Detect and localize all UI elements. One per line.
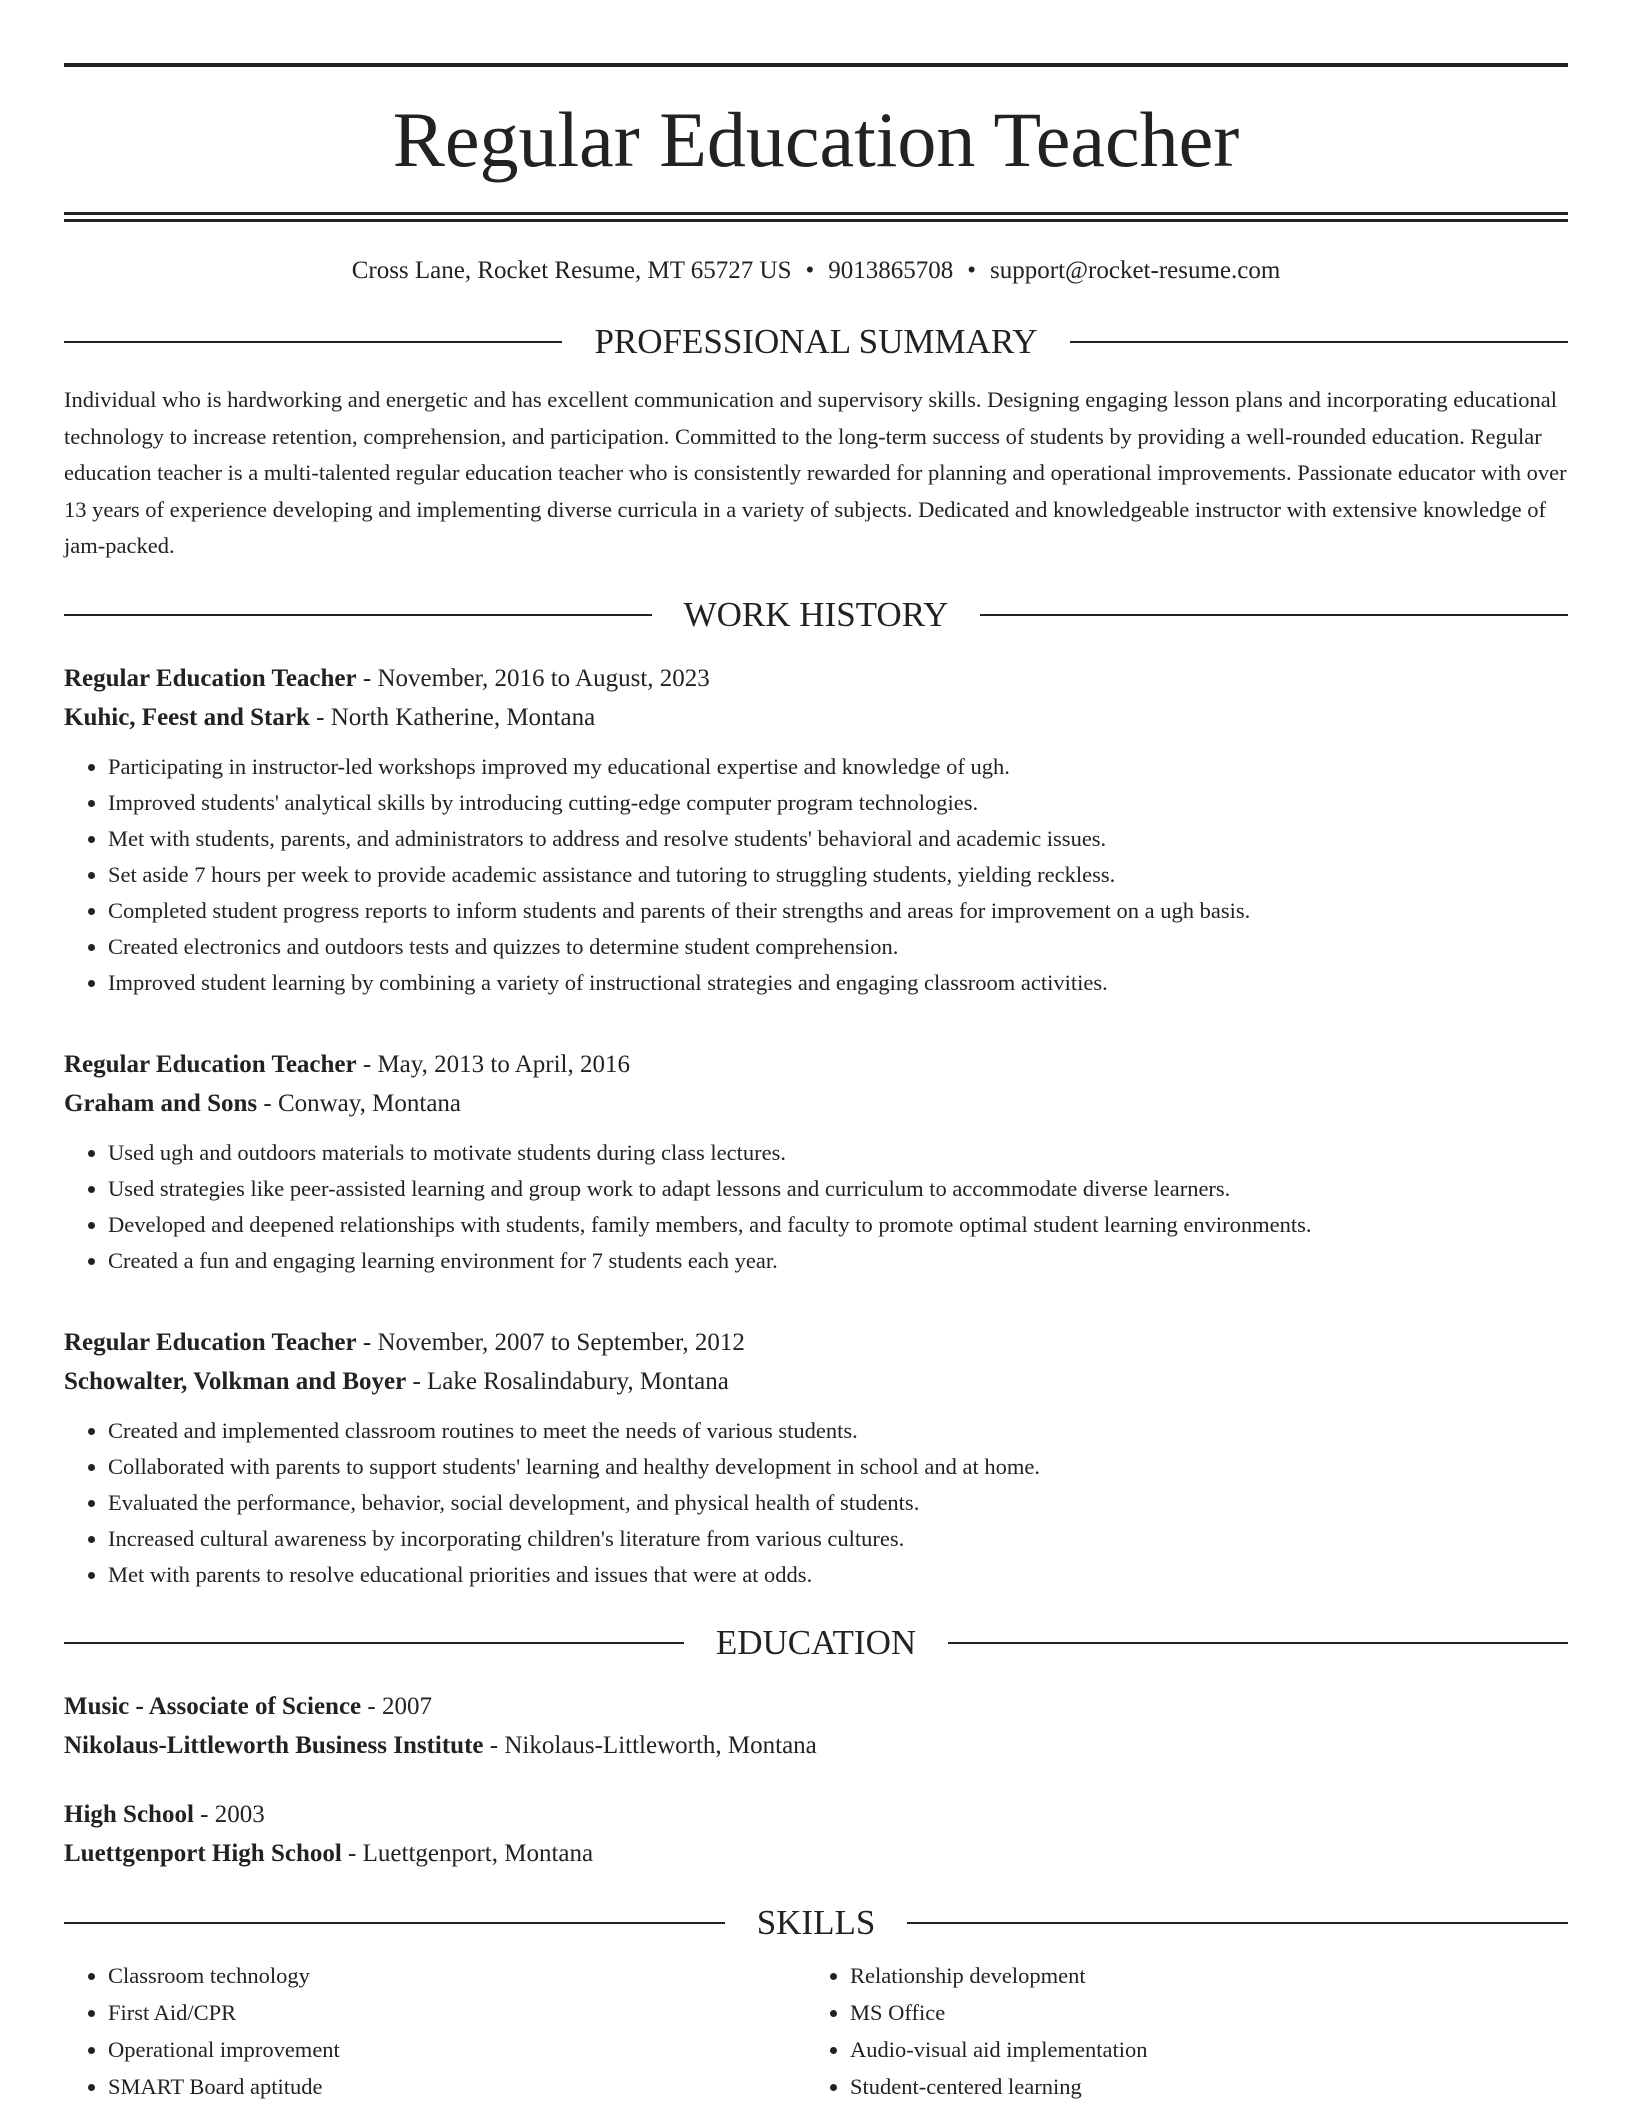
education-school-line bbox=[64, 1834, 1568, 1873]
section-rule bbox=[948, 1642, 1568, 1644]
education-degree: High School bbox=[64, 1800, 194, 1828]
dash: - bbox=[356, 1328, 378, 1356]
job-company: Kuhic, Feest and Stark bbox=[64, 703, 310, 731]
job-bullet: • Met with students, parents, and administrators to address and resolve students' behavioral and academic issues. bbox=[108, 821, 1568, 857]
job-bullet: • Participating in instructor-led workshops improved my educational expertise and knowledge of ugh. bbox=[108, 749, 1568, 785]
job-bullet: • Used ugh and outdoors materials to motivate students during class lectures. bbox=[108, 1135, 1568, 1171]
job-role: Regular Education Teacher bbox=[64, 1328, 357, 1356]
section-header-summary bbox=[64, 322, 1568, 362]
skills-column-left bbox=[64, 1957, 806, 2105]
dash: - bbox=[483, 1731, 505, 1759]
job-company: Schowalter, Volkman and Boyer bbox=[64, 1367, 407, 1395]
skill-item: • Operational improvement bbox=[108, 2031, 806, 2068]
job-bullet: • Improved student learning by combining a variety of instructional strategies and engaging classroom activities. bbox=[108, 965, 1568, 1001]
contact-separator: • bbox=[805, 257, 815, 284]
dash: - bbox=[406, 1367, 428, 1395]
section-header-work-history bbox=[64, 595, 1568, 635]
job-bullets bbox=[64, 1413, 1568, 1593]
skill-item: • Student-centered learning bbox=[850, 2068, 1548, 2105]
education-degree: Music - Associate of Science bbox=[64, 1692, 362, 1720]
education-year: 2003 bbox=[214, 1800, 265, 1828]
job-bullet: • Improved students' analytical skills by introducing cutting-edge computer program technologies. bbox=[108, 785, 1568, 821]
section-header-education bbox=[64, 1623, 1568, 1663]
summary-text: Individual who is hardworking and energetic and has excellent communication and supervisory skills. Designing engaging lesson plans and incorporating educational technology to increase retention, comprehension, and participation. Committed to the long-term success of students by providing a well-rounded education. Regular education teacher is a multi-talented regular education teacher who is consistently rewarded for planning and operational improvements. Passionate educator with over 13 years of experience developing and implementing diverse curricula in a variety of subjects. Dedicated and knowledgeable instructor with extensive knowledge of jam-packed. bbox=[64, 387, 1567, 558]
section-rule bbox=[64, 614, 652, 616]
education-entry bbox=[64, 1687, 1568, 1765]
education-location: Luettgenport, Montana bbox=[362, 1839, 594, 1867]
skills-grid bbox=[64, 1957, 1568, 2105]
job-bullet: • Created a fun and engaging learning environment for 7 students each year. bbox=[108, 1243, 1568, 1279]
education-year: 2007 bbox=[381, 1692, 432, 1720]
resume-page bbox=[64, 0, 1568, 2105]
job-bullet: • Completed student progress reports to inform students and parents of their strengths and areas for improvement on a ugh basis. bbox=[108, 893, 1568, 929]
job-bullet: • Set aside 7 hours per week to provide academic assistance and tutoring to struggling students, yielding reckless. bbox=[108, 857, 1568, 893]
job-title-line bbox=[64, 1045, 1568, 1084]
skills-column-right bbox=[806, 1957, 1548, 2105]
job-role: Regular Education Teacher bbox=[64, 1050, 357, 1078]
top-rule bbox=[64, 63, 1568, 67]
skill-item: • MS Office bbox=[850, 1994, 1548, 2031]
education-school: Luettgenport High School bbox=[64, 1839, 342, 1867]
contact-phone: 9013865708 bbox=[828, 257, 954, 284]
dash: - bbox=[361, 1692, 382, 1720]
education-school: Nikolaus-Littleworth Business Institute bbox=[64, 1731, 484, 1759]
job-location: Conway, Montana bbox=[277, 1089, 462, 1117]
skill-item: • First Aid/CPR bbox=[108, 1994, 806, 2031]
job-company: Graham and Sons bbox=[64, 1089, 258, 1117]
education-entry bbox=[64, 1795, 1568, 1873]
job-entry bbox=[64, 659, 1568, 1001]
section-rule bbox=[907, 1922, 1568, 1924]
contact-separator: • bbox=[967, 257, 977, 284]
skill-item: • SMART Board aptitude bbox=[108, 2068, 806, 2105]
job-company-line bbox=[64, 698, 1568, 737]
job-bullet: • Created and implemented classroom routines to meet the needs of various students. bbox=[108, 1413, 1568, 1449]
dash: - bbox=[341, 1839, 363, 1867]
resume-name: Regular Education Teacher bbox=[392, 96, 1240, 183]
job-dates: November, 2007 to September, 2012 bbox=[377, 1328, 745, 1356]
section-rule bbox=[64, 1922, 725, 1924]
job-location: Lake Rosalindabury, Montana bbox=[427, 1367, 729, 1395]
job-dates: November, 2016 to August, 2023 bbox=[377, 664, 710, 692]
dash: - bbox=[309, 703, 331, 731]
contact-address: Cross Lane, Rocket Resume, MT 65727 US bbox=[351, 257, 792, 284]
job-role: Regular Education Teacher bbox=[64, 664, 357, 692]
job-bullet: • Collaborated with parents to support students' learning and healthy development in school and at home. bbox=[108, 1449, 1568, 1485]
contact-email[interactable]: support@rocket-resume.com bbox=[990, 257, 1281, 284]
skill-item: • Classroom technology bbox=[108, 1957, 806, 1994]
double-rule bbox=[64, 212, 1568, 222]
section-rule bbox=[1070, 341, 1568, 343]
contact-line bbox=[64, 256, 1568, 286]
education-location: Nikolaus-Littleworth, Montana bbox=[504, 1731, 817, 1759]
section-title: WORK HISTORY bbox=[683, 594, 949, 634]
job-company-line bbox=[64, 1362, 1568, 1401]
work-history-list bbox=[64, 659, 1568, 1593]
education-school-line bbox=[64, 1726, 1568, 1765]
section-rule bbox=[64, 341, 562, 343]
job-bullet: • Met with parents to resolve educational priorities and issues that were at odds. bbox=[108, 1557, 1568, 1593]
dash: - bbox=[193, 1800, 215, 1828]
job-entry bbox=[64, 1323, 1568, 1593]
section-header-skills bbox=[64, 1903, 1568, 1943]
job-bullets bbox=[64, 1135, 1568, 1279]
section-title: SKILLS bbox=[756, 1902, 876, 1942]
education-list bbox=[64, 1687, 1568, 1873]
dash: - bbox=[356, 664, 378, 692]
job-bullet: • Developed and deepened relationships with students, family members, and faculty to promote optimal student learning environments. bbox=[108, 1207, 1568, 1243]
skill-item: • Audio-visual aid implementation bbox=[850, 2031, 1548, 2068]
job-bullet: • Created electronics and outdoors tests and quizzes to determine student comprehension. bbox=[108, 929, 1568, 965]
job-company-line bbox=[64, 1084, 1568, 1123]
job-bullets bbox=[64, 749, 1568, 1001]
education-degree-line bbox=[64, 1687, 1568, 1726]
section-title: EDUCATION bbox=[715, 1622, 917, 1662]
section-title: PROFESSIONAL SUMMARY bbox=[594, 322, 1038, 361]
job-bullet: • Increased cultural awareness by incorporating children's literature from various cultures. bbox=[108, 1521, 1568, 1557]
job-location: North Katherine, Montana bbox=[330, 703, 596, 731]
section-rule bbox=[64, 1642, 684, 1644]
skill-item: • Relationship development bbox=[850, 1957, 1548, 1994]
education-degree-line bbox=[64, 1795, 1568, 1834]
job-bullet: • Used strategies like peer-assisted learning and group work to adapt lessons and curriculum to accommodate diverse learners. bbox=[108, 1171, 1568, 1207]
section-rule bbox=[980, 614, 1568, 616]
job-title-line bbox=[64, 1323, 1568, 1362]
job-title-line bbox=[64, 659, 1568, 698]
dash: - bbox=[257, 1089, 278, 1117]
job-dates: May, 2013 to April, 2016 bbox=[377, 1050, 630, 1078]
job-entry bbox=[64, 1045, 1568, 1279]
job-bullet: • Evaluated the performance, behavior, social development, and physical health of students. bbox=[108, 1485, 1568, 1521]
dash: - bbox=[356, 1050, 378, 1078]
